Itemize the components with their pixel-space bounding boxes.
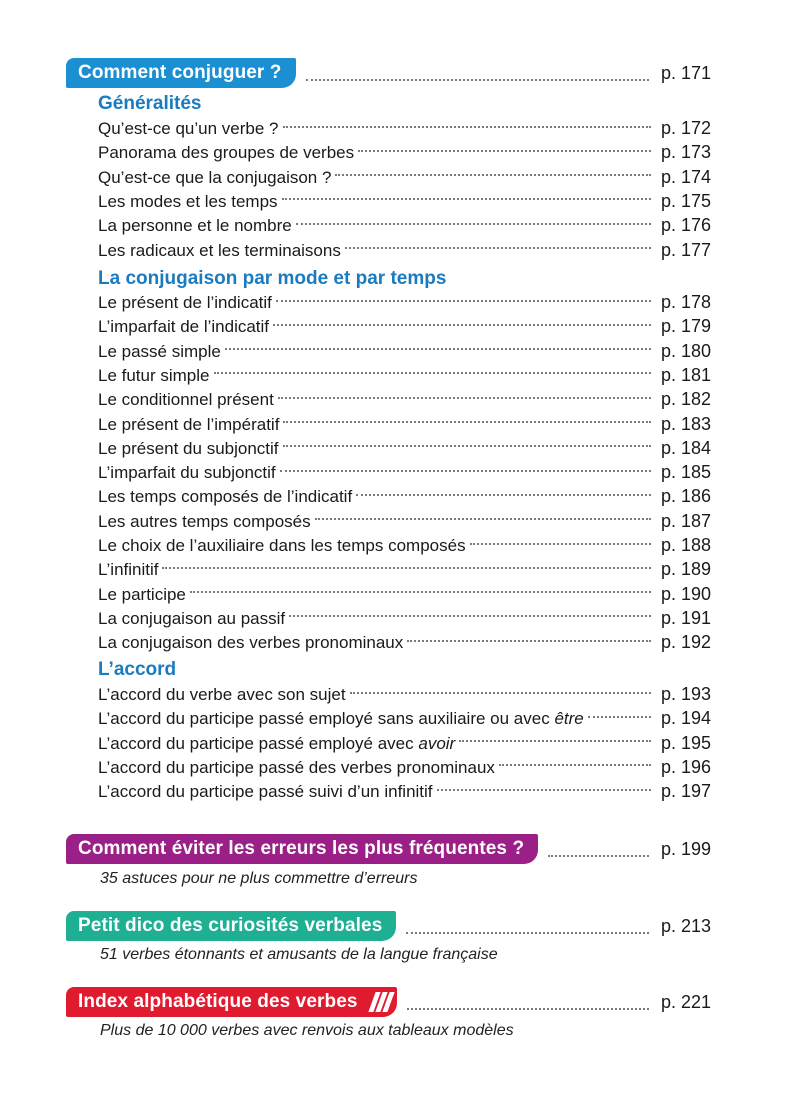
toc-entry-label xyxy=(98,536,466,556)
dot-leader xyxy=(459,739,651,742)
toc-entry[interactable] xyxy=(98,341,711,365)
section-index-bar xyxy=(66,987,397,1017)
toc-entry-text: Panorama des groupes de verbes xyxy=(98,143,355,163)
toc-entry-text: L’accord du participe passé employé sans auxiliaire ou avec xyxy=(98,709,555,729)
toc-entry[interactable] xyxy=(98,215,711,239)
toc-entry-page: p. 195 xyxy=(660,732,711,753)
dot-leader xyxy=(296,222,651,225)
toc-entry-text: Le présent du subjonctif xyxy=(98,438,279,458)
toc-entry-label xyxy=(98,512,311,532)
toc-entry[interactable] xyxy=(98,486,711,510)
toc-entry-label xyxy=(98,734,455,754)
toc-entry[interactable] xyxy=(98,389,711,413)
toc-entry-text: Le passé simple xyxy=(98,341,221,361)
toc-entry-label xyxy=(98,487,352,507)
toc-entry[interactable] xyxy=(98,608,711,632)
dot-leader xyxy=(289,614,651,617)
toc-entry[interactable] xyxy=(98,511,711,535)
dot-leader xyxy=(358,149,651,152)
dot-leader xyxy=(283,420,651,423)
toc-entry-page: p. 193 xyxy=(660,684,711,704)
dot-leader xyxy=(278,396,651,399)
toc-entry-page: p. 179 xyxy=(660,316,711,337)
toc-entry[interactable] xyxy=(98,733,711,757)
section-erreurs[interactable] xyxy=(66,834,711,864)
toc-entry[interactable] xyxy=(98,142,711,166)
dot-leader xyxy=(315,517,651,520)
toc-entry[interactable] xyxy=(98,292,711,316)
section-dico-desc: 51 verbes étonnants et amusants de la langue française xyxy=(100,946,498,963)
toc-entry-text: Les temps composés de l’indicatif xyxy=(98,487,353,507)
toc-entry-text: La conjugaison au passif xyxy=(98,608,286,628)
toc-entry[interactable] xyxy=(98,559,711,583)
toc-entry-label xyxy=(98,609,285,629)
toc-entry[interactable] xyxy=(98,584,711,608)
toc-entry-label xyxy=(98,119,279,139)
toc-entry-text: L’accord du verbe avec son sujet xyxy=(98,685,346,704)
toc-entry-page: p. 181 xyxy=(660,364,711,385)
toc-entry-label xyxy=(98,415,279,435)
section-dico-title: Petit dico des curiosités verbales xyxy=(66,911,396,941)
dot-leader xyxy=(406,931,649,934)
toc-entry-text: Les radicaux et les terminaisons xyxy=(98,240,341,260)
toc-entry-label xyxy=(98,439,279,459)
toc-entry-text: Le conditionnel présent xyxy=(98,390,274,410)
toc-entry-text: L’imparfait de l’indicatif xyxy=(98,317,270,337)
toc-entry[interactable] xyxy=(98,316,711,340)
toc-entry[interactable] xyxy=(98,684,711,708)
subhead-mode-temps: La conjugaison par mode et par temps xyxy=(98,268,447,289)
toc-entry-text: Le participe xyxy=(98,584,186,604)
toc-entry-text: Le présent de l’impératif xyxy=(98,414,280,434)
toc-entry-page: p. 177 xyxy=(660,239,711,260)
dot-leader xyxy=(548,854,649,857)
toc-entry-text: L’accord du participe passé suivi d’un infinitif xyxy=(98,782,433,802)
toc-entry-text: Qu’est-ce qu’un verbe ? xyxy=(98,119,279,138)
toc-entry-label xyxy=(98,782,433,802)
toc-entry-label xyxy=(98,168,331,188)
section-conjuguer[interactable] xyxy=(66,58,711,88)
toc-entry-text: Les autres temps composés xyxy=(98,511,311,531)
dot-leader xyxy=(470,542,651,545)
toc-entry-text: L’infinitif xyxy=(98,560,159,580)
toc-entry-text: Le choix de l’auxiliaire dans les temps composés xyxy=(98,536,466,555)
section-conjuguer-title: Comment conjuguer ? xyxy=(66,58,296,88)
toc-entry-page: p. 174 xyxy=(660,166,711,187)
dot-leader xyxy=(407,1007,649,1010)
toc-entry-label xyxy=(98,709,584,729)
toc-entry-text: L’accord du participe passé employé avec xyxy=(98,733,419,753)
toc-entry[interactable] xyxy=(98,535,711,559)
toc-entry-page: p. 190 xyxy=(660,583,711,604)
toc-entry[interactable] xyxy=(98,438,711,462)
section-dico[interactable] xyxy=(66,911,711,941)
toc-entry-page: p. 197 xyxy=(660,781,711,802)
subhead-accord: L’accord xyxy=(98,659,177,680)
toc-entry-page: p. 184 xyxy=(660,437,711,458)
toc-entry-text: Les modes et les temps xyxy=(98,191,278,211)
toc-entry-text: Qu’est-ce que la conjugaison ? xyxy=(98,167,332,187)
toc-entry-page: p. 180 xyxy=(660,340,711,361)
toc-entry-label xyxy=(98,560,158,580)
toc-entry[interactable] xyxy=(98,167,711,191)
toc-entry-label xyxy=(98,192,278,212)
toc-entry-page: p. 188 xyxy=(660,535,711,555)
toc-entry[interactable] xyxy=(98,118,711,142)
toc-entry[interactable] xyxy=(98,365,711,389)
toc-entry-label xyxy=(98,216,292,236)
toc-entry-text: Le présent de l’indicatif xyxy=(98,293,272,312)
section-conjuguer-page: p. 171 xyxy=(660,62,711,83)
section-dico-page: p. 213 xyxy=(660,915,711,936)
dot-leader xyxy=(276,299,651,302)
toc-entry-page: p. 185 xyxy=(660,462,711,483)
toc-entry[interactable] xyxy=(98,757,711,781)
section-erreurs-title: Comment éviter les erreurs les plus fréquentes ? xyxy=(66,834,538,864)
toc-entry-label xyxy=(98,758,495,778)
subhead-generalites: Généralités xyxy=(98,93,202,114)
toc-entry[interactable] xyxy=(98,414,711,438)
toc-entry-page: p. 189 xyxy=(660,559,711,580)
toc-entry-text: L’imparfait du subjonctif xyxy=(98,463,276,483)
dot-leader xyxy=(499,763,651,766)
toc-entry-label xyxy=(98,143,354,163)
toc-entry[interactable] xyxy=(98,462,711,486)
section-erreurs-page: p. 199 xyxy=(660,838,711,859)
section-index-desc: Plus de 10 000 verbes avec renvois aux tableaux modèles xyxy=(100,1022,514,1039)
toc-entry-page: p. 183 xyxy=(660,413,711,434)
section-index[interactable] xyxy=(66,987,711,1017)
toc-entry-label xyxy=(98,342,221,362)
toc-entry-page: p. 178 xyxy=(660,292,711,312)
toc-entry-label xyxy=(98,633,403,653)
toc-entry-page: p. 176 xyxy=(660,215,711,236)
toc-entry-label xyxy=(98,241,341,261)
toc-entry-emphasis: être xyxy=(554,709,584,729)
toc-entry-page: p. 187 xyxy=(660,510,711,531)
toc-entry[interactable] xyxy=(98,632,711,656)
dot-leader xyxy=(273,323,651,326)
toc-entry-label xyxy=(98,390,274,410)
dot-leader xyxy=(280,469,651,472)
toc-entry-page: p. 186 xyxy=(660,486,711,507)
toc-entry-text: Le futur simple xyxy=(98,365,210,385)
toc-entry-label xyxy=(98,366,210,386)
toc-entry-page: p. 175 xyxy=(660,190,711,211)
section-erreurs-desc: 35 astuces pour ne plus commettre d’erreurs xyxy=(100,870,418,887)
toc-entry-page: p. 191 xyxy=(660,607,711,628)
toc-entry-page: p. 194 xyxy=(660,708,711,729)
dot-leader xyxy=(356,493,651,496)
dot-leader xyxy=(225,347,651,350)
dot-leader xyxy=(407,639,651,642)
toc-entry-page: p. 192 xyxy=(660,632,711,653)
toc-entry[interactable] xyxy=(98,191,711,215)
dot-leader xyxy=(282,197,651,200)
dot-leader xyxy=(283,444,651,447)
dot-leader xyxy=(214,371,652,374)
dot-leader xyxy=(335,173,651,176)
toc-entry-label xyxy=(98,463,276,483)
toc-entry[interactable] xyxy=(98,708,711,732)
toc-entry-label xyxy=(98,317,269,337)
toc-entry-label xyxy=(98,585,186,605)
section-index-page: p. 221 xyxy=(660,991,711,1012)
dot-leader xyxy=(345,246,651,249)
toc-entry-text: La conjugaison des verbes pronominaux xyxy=(98,633,404,653)
dot-leader xyxy=(588,715,651,718)
stripes-decoration-icon xyxy=(372,992,391,1012)
toc-entry-text: La personne et le nombre xyxy=(98,216,292,236)
toc-entry-page: p. 182 xyxy=(660,389,711,410)
toc-entry-label xyxy=(98,293,272,313)
toc-entry-page: p. 196 xyxy=(660,756,711,777)
dot-leader xyxy=(283,125,652,128)
dot-leader xyxy=(190,590,651,593)
dot-leader xyxy=(162,566,651,569)
toc-entry-emphasis: avoir xyxy=(418,733,456,753)
toc-entry[interactable] xyxy=(98,240,711,264)
toc-entry-text: L’accord du participe passé des verbes pronominaux xyxy=(98,757,495,777)
section-index-title: Index alphabétique des verbes xyxy=(78,991,358,1012)
dot-leader xyxy=(306,78,649,81)
dot-leader xyxy=(350,691,651,694)
toc-entry[interactable] xyxy=(98,781,711,805)
toc-entry-page: p. 173 xyxy=(660,142,711,163)
toc-entry-label xyxy=(98,685,346,705)
toc-entry-page: p. 172 xyxy=(660,118,711,138)
dot-leader xyxy=(437,788,651,791)
